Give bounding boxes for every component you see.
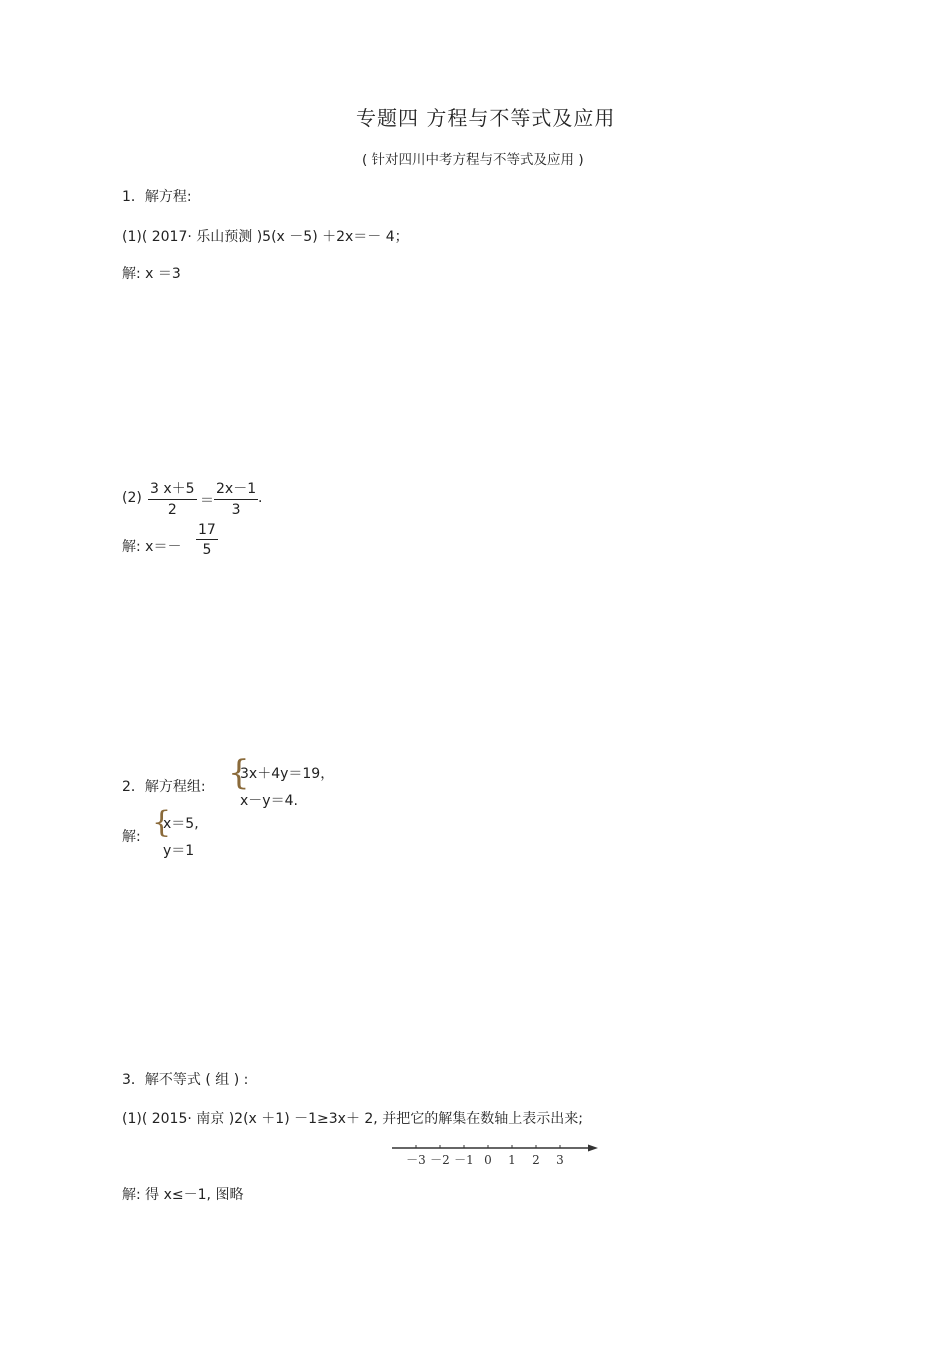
number-line-tick-label: 1 <box>508 1153 516 1167</box>
number-line-tick-label: 0 <box>484 1153 492 1167</box>
q1-heading: 1．解方程: <box>122 189 192 205</box>
number-line <box>388 1142 608 1172</box>
left-brace: { <box>228 753 250 793</box>
q1-part2-answer-fraction <box>196 522 218 558</box>
fraction-numerator: 3 x＋5 <box>150 481 195 497</box>
fraction-denominator: 3 <box>231 502 241 518</box>
q1-part1-problem: (1)( 2017· 乐山预测 )5(x －5) ＋2x＝－ 4； <box>122 229 409 245</box>
number-line-tick-label: －2 <box>430 1153 450 1167</box>
q2-equation-2: x－y＝4. <box>240 793 298 809</box>
number-line-tick-label: －1 <box>454 1153 474 1167</box>
q1-part2-left-fraction <box>148 478 197 518</box>
q1-part2-right-fraction <box>214 478 258 518</box>
page-title: 专题四 方程与不等式及应用 <box>356 106 616 130</box>
left-brace: { <box>152 805 172 840</box>
fraction-denominator: 2 <box>167 502 177 518</box>
q1-part2-period: . <box>258 490 263 506</box>
fraction-numerator: 2x－1 <box>216 481 257 497</box>
fraction-numerator: 17 <box>198 522 216 538</box>
page-subtitle: ( 针对四川中考方程与不等式及应用 ) <box>362 152 584 168</box>
number-line-tick-label: －3 <box>406 1153 426 1167</box>
fraction-denominator: 5 <box>202 542 212 558</box>
arrow-right-icon <box>588 1145 598 1152</box>
q1-part2-label: (2) <box>122 490 142 506</box>
q2-equation-1: 3x＋4y＝19， <box>240 766 335 782</box>
q1-part1-answer: 解: x ＝3 <box>122 266 181 282</box>
fraction-bar <box>148 499 197 500</box>
number-line-tick-label: 3 <box>556 1153 564 1167</box>
q2-answer-prefix: 解: <box>122 829 141 845</box>
q3-heading: 3．解不等式 ( 组 ) : <box>122 1072 249 1088</box>
q3-part1-answer: 解: 得 x≤－1, 图略 <box>122 1187 244 1203</box>
q2-heading: 2．解方程组: <box>122 779 206 795</box>
fraction-bar <box>196 539 218 540</box>
equals-sign: ＝ <box>200 493 214 509</box>
q1-part2-answer-prefix: 解: x＝－ <box>122 539 182 555</box>
fraction-bar <box>214 499 258 500</box>
q2-answer-2: y＝1 <box>163 843 195 859</box>
number-line-tick-label: 2 <box>532 1153 540 1167</box>
q2-answer-1: x＝5, <box>163 816 199 832</box>
q3-part1-problem: (1)( 2015· 南京 )2(x ＋1) －1≥3x＋ 2, 并把它的解集在数轴上表示出来; <box>122 1111 583 1127</box>
